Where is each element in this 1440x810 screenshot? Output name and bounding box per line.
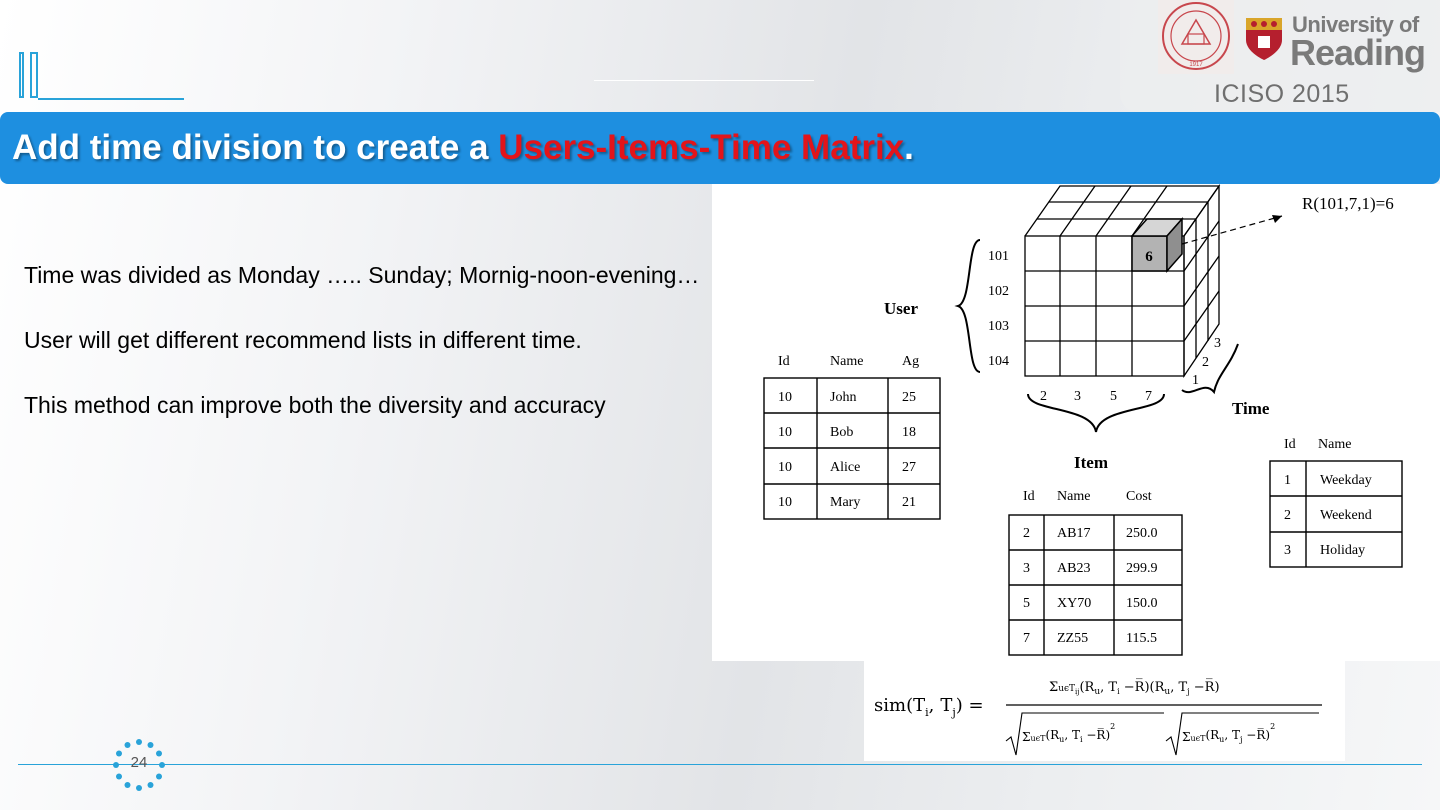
- table-cell: Alice: [830, 460, 861, 475]
- university-name-line1: University of: [1292, 12, 1419, 37]
- table-cell: AB23: [1057, 561, 1091, 576]
- table-cell: 10: [778, 425, 792, 440]
- table-cell: 10: [778, 390, 792, 405]
- item-id-label: 5: [1110, 389, 1117, 404]
- time-id-label: 3: [1214, 336, 1221, 351]
- table-cell: ZZ55: [1057, 631, 1089, 646]
- table-cell: 250.0: [1126, 526, 1158, 541]
- item-table-header: Cost: [1126, 489, 1152, 504]
- user-id-label: 102: [988, 284, 1009, 299]
- user-table-header: Id: [778, 354, 790, 369]
- table-cell: Holiday: [1320, 543, 1366, 558]
- users-items-time-diagram: [712, 184, 1440, 661]
- svg-text:ΣuϵT(Ru, Tj −R̅)2: $\Sigma u\epsilon T(R_u$, $T_j$ −R̅)$^2$: [1182, 722, 1276, 744]
- table-cell: AB17: [1057, 526, 1091, 541]
- user-id-label: 104: [988, 354, 1009, 369]
- slide-title: [12, 128, 914, 168]
- table-cell: 1: [1284, 473, 1291, 488]
- item-id-label: 3: [1074, 389, 1081, 404]
- table-cell: Weekend: [1320, 508, 1372, 523]
- title-prefix: Add time division to create a: [12, 128, 499, 167]
- user-id-label: 101: [988, 249, 1009, 264]
- page-number: 24: [130, 754, 148, 771]
- university-name-line2: Reading: [1290, 32, 1426, 73]
- seal-year: 1917: [1189, 62, 1203, 68]
- table-cell: 3: [1284, 543, 1291, 558]
- item-table-header: Id: [1023, 489, 1035, 504]
- item-table-header: Name: [1057, 489, 1091, 504]
- table-cell: 115.5: [1126, 631, 1157, 646]
- user-table-header: Ag: [902, 354, 920, 369]
- svg-text:ΣuϵTij(Ru, Ti −R̅)(Ru, Tj −R̅): $\Sigma u\epsilon T_{ij}(R_u$, $T_i$ $-R̅)(R_u$, $T_j$ −R̅): [1049, 680, 1220, 697]
- table-cell: 10: [778, 495, 792, 510]
- decorative-bracket: [30, 52, 38, 98]
- svg-text:ΣuϵT(Ru, Ti −R̅)2: $\Sigma u\epsilon T(R_u$, $T_i$ −R̅)$^2$: [1022, 722, 1116, 744]
- table-cell: 18: [902, 425, 916, 440]
- decorative-line: [38, 98, 184, 100]
- bullet-text: Time was divided as Monday ….. Sunday; Mornig-noon-evening…: [24, 262, 700, 288]
- reading-crest-icon: [1244, 16, 1284, 62]
- table-cell: 21: [902, 495, 916, 510]
- cube-value: 6: [1145, 249, 1153, 265]
- table-cell: 10: [778, 460, 792, 475]
- table-cell: Mary: [830, 495, 861, 510]
- user-axis-label: User: [884, 299, 918, 318]
- table-cell: Weekday: [1320, 473, 1372, 488]
- user-id-label: 103: [988, 319, 1009, 334]
- table-cell: 150.0: [1126, 596, 1158, 611]
- decorative-bracket: [19, 52, 24, 98]
- formula-lhs: sim(T: [874, 695, 926, 716]
- table-cell: 27: [902, 460, 916, 475]
- time-table-header: Name: [1318, 437, 1352, 452]
- bullet-text: This method can improve both the diversity and accuracy: [24, 392, 606, 418]
- table-cell: 5: [1023, 596, 1030, 611]
- table-cell: 3: [1023, 561, 1030, 576]
- matrix-figure: [712, 184, 1440, 661]
- similarity-formula: [864, 661, 1345, 761]
- university-seal-logo: [1158, 0, 1234, 74]
- formula-svg: [864, 661, 1345, 761]
- table-cell: 25: [902, 390, 916, 405]
- user-table-header: Name: [830, 354, 864, 369]
- time-id-label: 1: [1192, 373, 1199, 388]
- item-id-label: 7: [1145, 389, 1152, 404]
- table-cell: XY70: [1057, 596, 1092, 611]
- rating-label: R(101,7,1)=6: [1302, 194, 1394, 213]
- title-highlight: Users-Items-Time Matrix: [498, 128, 905, 167]
- item-id-label: 2: [1040, 389, 1047, 404]
- table-cell: John: [830, 390, 857, 405]
- table-cell: 7: [1023, 631, 1030, 646]
- item-axis-label: Item: [1074, 453, 1108, 472]
- table-cell: 2: [1284, 508, 1291, 523]
- conference-label: ICISO 2015: [1214, 80, 1350, 108]
- title-suffix: .: [904, 128, 914, 167]
- svg-text:sim(Ti,Tj) =: $sim(T_i$, $T_j$) =: [874, 695, 984, 719]
- time-id-label: 2: [1202, 355, 1209, 370]
- time-table-header: Id: [1284, 437, 1296, 452]
- decorative-line: [594, 80, 814, 81]
- table-cell: 299.9: [1126, 561, 1158, 576]
- time-axis-label: Time: [1232, 399, 1270, 418]
- table-cell: 2: [1023, 526, 1030, 541]
- bullet-text: User will get different recommend lists in different time.: [24, 327, 582, 353]
- footer-line: [18, 764, 1422, 765]
- table-cell: Bob: [830, 425, 854, 440]
